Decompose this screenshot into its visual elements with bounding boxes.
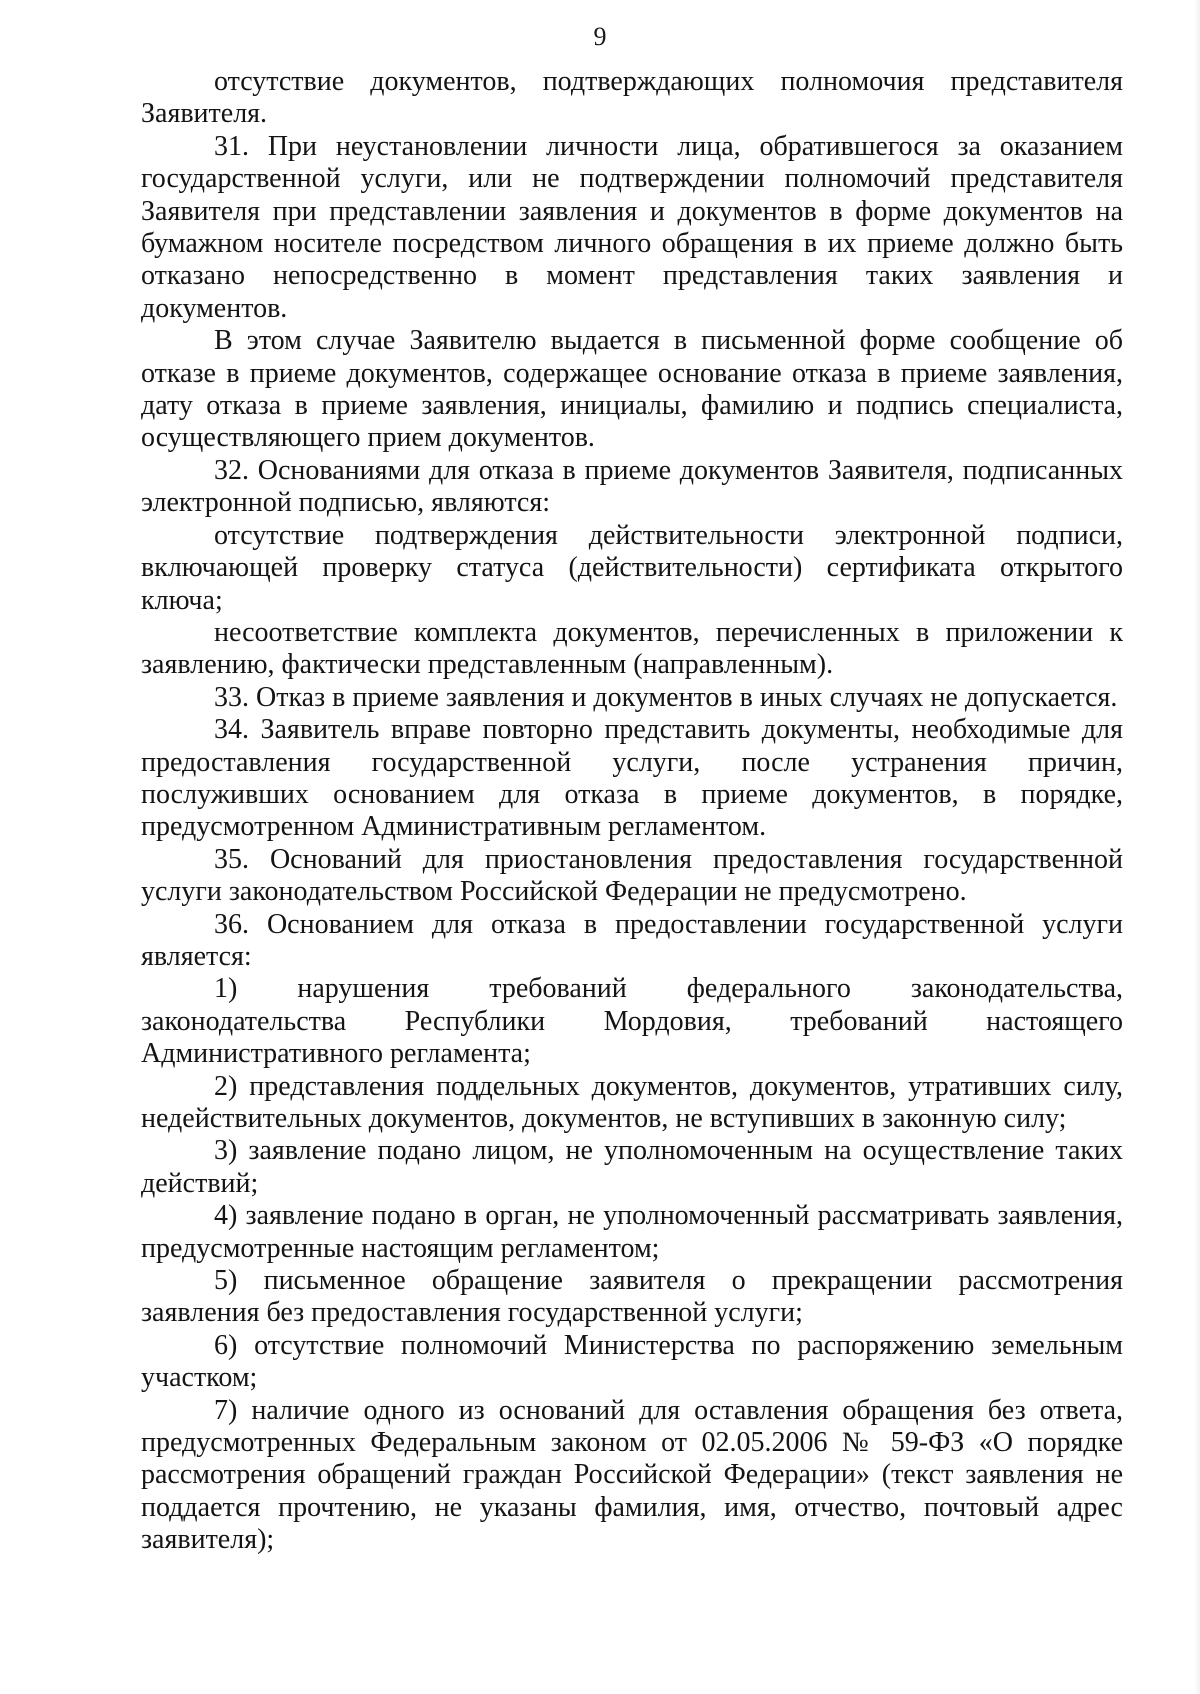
paragraph-36-item-2: 2) представления поддельных документов, документов, утративших силу, недействительных документов, документов, не вступивших в законную силу; [141,1070,1123,1134]
paragraph-36-item-6: 6) отсутствие полномочий Министерства по распоряжению земельным участком; [141,1329,1123,1394]
paragraph-36-item-4: 4) заявление подано в орган, не уполномоченный рассматривать заявления, предусмотренные настоящим регламентом; [141,1200,1123,1264]
paragraph-33: 33. Отказ в приеме заявления и документов в иных случаях не допускается. [214,681,1118,713]
paragraph-31-notice: В этом случае Заявителю выдается в письменной форме сообщение об отказе в приеме документов, содержащее основание отказа в приеме заявления, дату отказа в приеме заявления, инициалы, фамилию и подпись специалиста, осуществляющего прием документов. [141,325,1123,454]
paragraph-36: 36. Основанием для отказа в предоставлении государственной услуги является: [141,908,1123,972]
paragraph-31: 31. При неустановлении личности лица, обратившегося за оказанием государственной услуги, или не подтверждении полномочий представителя Заявителя при представлении заявления и документов в форме документов на бумажном носителе посредством личного обращения в их приеме должно быть отказано непосредственно в момент представления таких заявления и документов. [141,130,1123,324]
paragraph-32-item-signature: отсутствие подтверждения действительности электронной подписи, включающей проверку статуса (действительности) сертификата открытого ключа; [141,519,1123,616]
paragraph-32: 32. Основаниями для отказа в приеме документов Заявителя, подписанных электронной подписью, являются: [141,454,1123,519]
paragraph-32-item-mismatch: несоответствие комплекта документов, перечисленных в приложении к заявлению, фактически представленным (направленным). [141,616,1123,681]
paragraph-35: 35. Оснований для приостановления предоставления государственной услуги законодательством Российской Федерации не предусмотрено. [141,843,1123,908]
paragraph-36-item-3: 3) заявление подано лицом, не уполномоченным на осуществление таких действий; [141,1135,1123,1199]
paragraph-missing-documents: отсутствие документов, подтверждающих полномочия представителя Заявителя. [141,66,1123,130]
document-body [141,66,1123,1557]
paragraph-36-item-1: 1) нарушения требований федерального законодательства, законодательства Республики Мордовия, требований настоящего Административного регламента; [141,973,1123,1070]
scan-edge-shadow [1194,0,1200,1694]
paragraph-34: 34. Заявитель вправе повторно представить документы, необходимые для предоставления государственной услуги, после устранения причин, послуживших основанием для отказа в приеме документов, в порядке, предусмотренном Административным регламентом. [141,714,1123,843]
paragraph-36-item-5: 5) письменное обращение заявителя о прекращении рассмотрения заявления без предоставления государственной услуги; [141,1265,1123,1329]
page-number: 9 [593,22,607,51]
paragraph-36-item-7: 7) наличие одного из оснований для оставления обращения без ответа, предусмотренных Федеральным законом от 02.05.2006 № 59-ФЗ «О порядке рассмотрения обращений граждан Российской Федерации» (текст заявления не поддается прочтению, не указаны фамилия, имя, отчество, почтовый адрес заявителя); [141,1394,1123,1556]
